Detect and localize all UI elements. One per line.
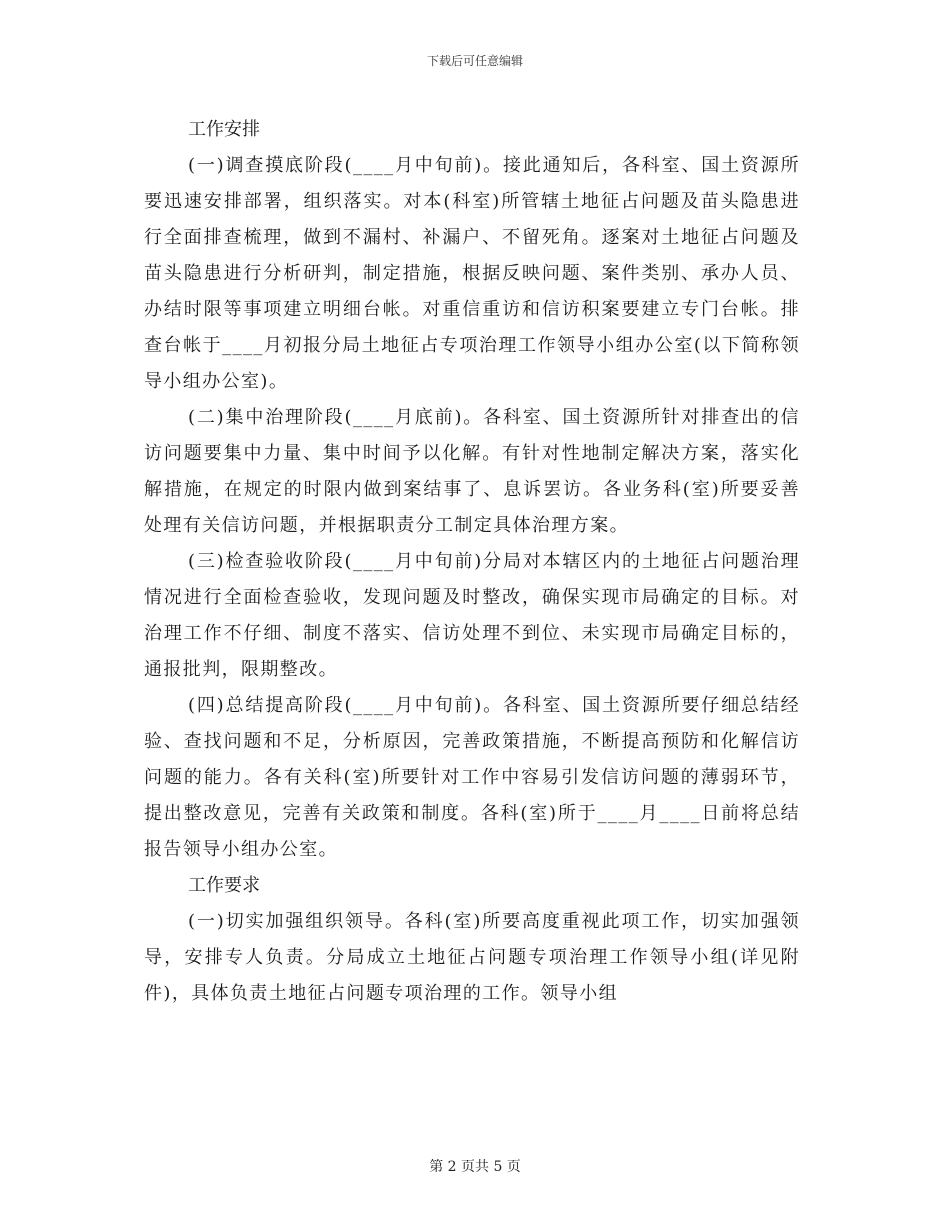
paragraph-leadership: (一)切实加强组织领导。各科(室)所要高度重视此项工作，切实加强领导，安排专人负责。分局成立土地征占问题专项治理工作领导小组(详见附件)，具体负责土地征占问题专项治理的工作。领导小组 (144, 911, 800, 1004)
document-body (144, 112, 800, 1012)
page-number-footer: 第 2 页共 5 页 (429, 1159, 521, 1175)
paragraph-governance-stage: (二)集中治理阶段(____月底前)。各科室、国土资源所针对排查出的信访问题要集中力量、集中时间予以化解。有针对性地制定解决方案，落实化解措施，在规定的时限内做到案结事了、息诉罢访。各业务科(室)所要妥善处理有关信访问题，并根据职责分工制定具体治理方案。 (144, 407, 800, 536)
section-heading-work-requirements: 工作要求 (188, 875, 260, 896)
paragraph-inspection-stage: (三)检查验收阶段(____月中旬前)分局对本辖区内的土地征占问题治理情况进行全面检查验收，发现问题及时整改，确保实现市局确定的目标。对治理工作不仔细、制度不落实、信访处理不到位、未实现市局确定目标的，通报批判，限期整改。 (144, 551, 800, 680)
paragraph-summary-stage: (四)总结提高阶段(____月中旬前)。各科室、国土资源所要仔细总结经验、查找问题和不足，分析原因，完善政策措施，不断提高预防和化解信访问题的能力。各有关科(室)所要针对工作中容易引发信访问题的薄弱环节，提出整改意见，完善有关政策和制度。各科(室)所于____月____日前将总结报告领导小组办公室。 (144, 695, 800, 860)
paragraph-survey-stage: (一)调查摸底阶段(____月中旬前)。接此通知后，各科室、国土资源所要迅速安排部署，组织落实。对本(科室)所管辖土地征占问题及苗头隐患进行全面排查梳理，做到不漏村、补漏户、不留死角。逐案对土地征占问题及苗头隐患进行分析研判，制定措施，根据反映问题、案件类别、承办人员、办结时限等事项建立明细台帐。对重信重访和信访积案要建立专门台帐。排查台帐于____月初报分局土地征占专项治理工作领导小组办公室(以下简称领导小组办公室)。 (144, 155, 800, 392)
page-header-note: 下载后可任意编辑 (426, 54, 523, 68)
section-heading-work-arrangement: 工作安排 (188, 119, 260, 140)
